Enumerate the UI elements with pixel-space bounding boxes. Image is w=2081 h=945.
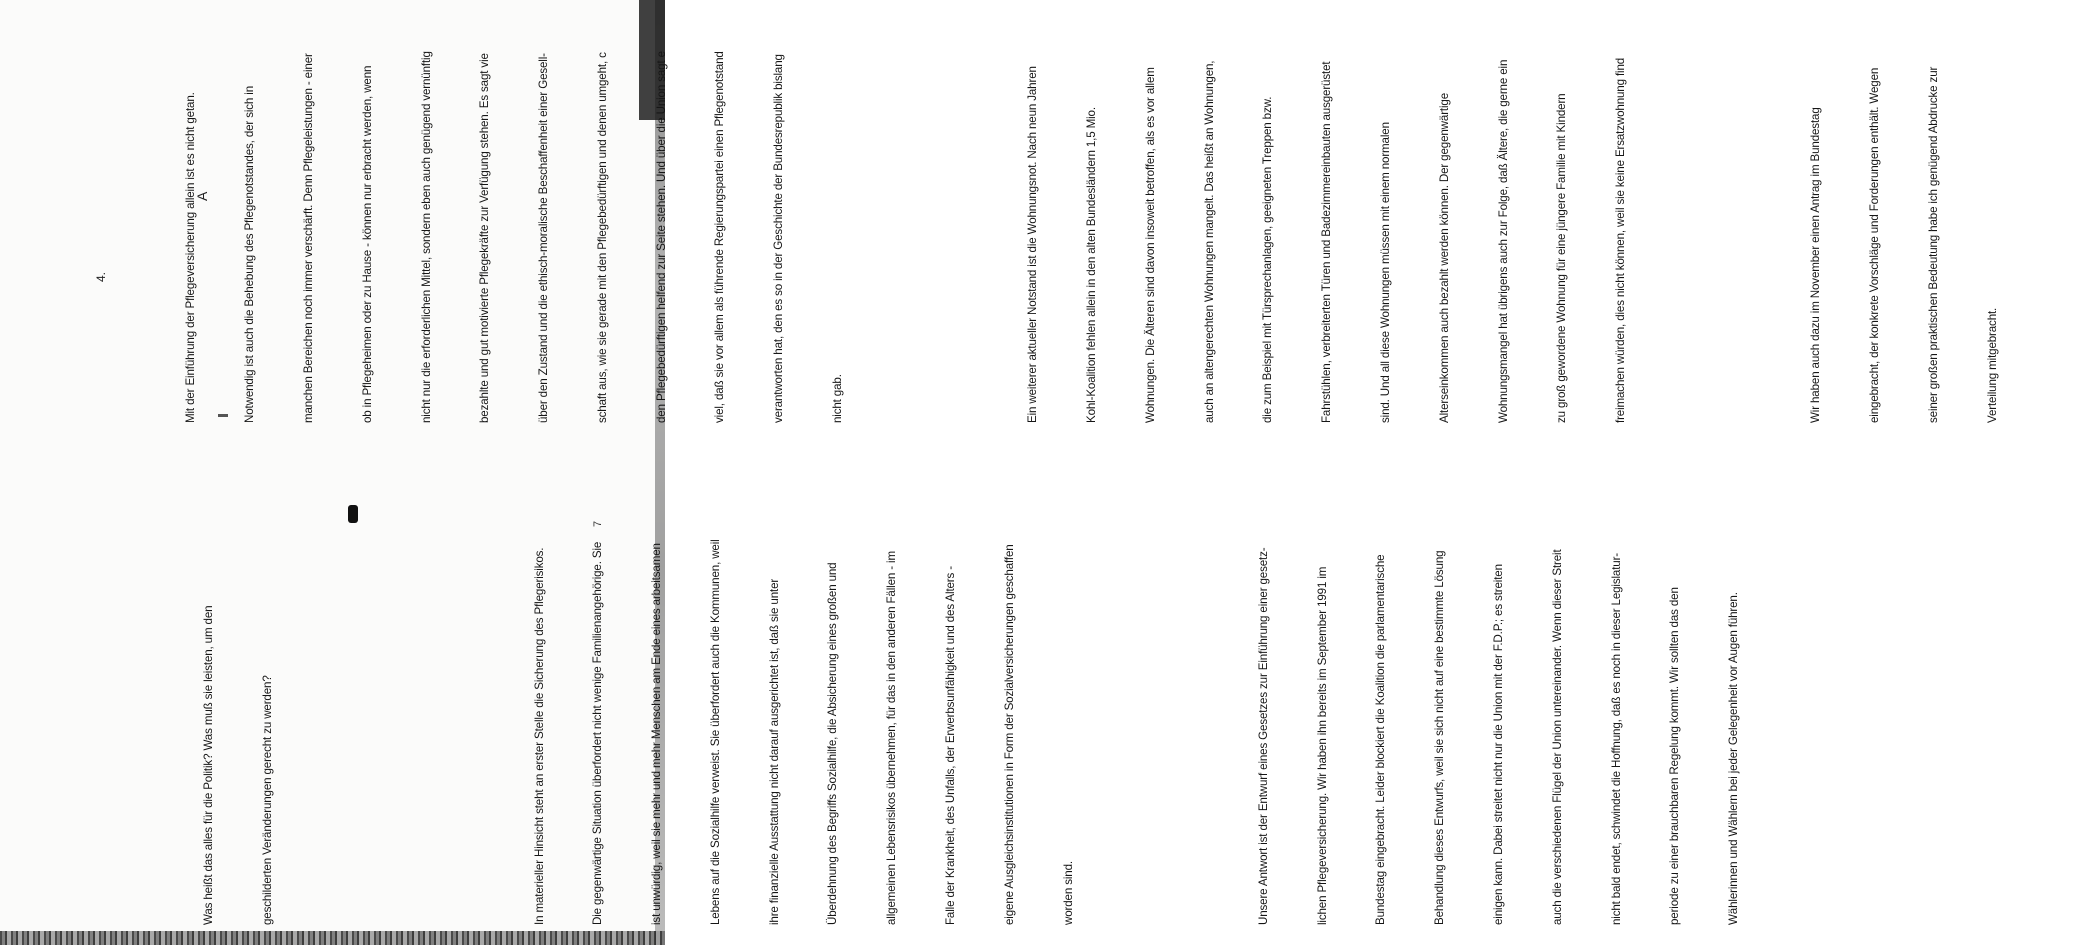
- text-line: nicht gab.: [830, 374, 844, 423]
- text-line: geschilderten Veränderungen gerecht zu werden?: [261, 675, 275, 925]
- text-line: ist unwürdig, weil sie mehr und mehr Menschen am Ende eines arbeitsamen: [650, 543, 664, 925]
- text-line: Lebens auf die Sozialhilfe verweist. Sie überfordert auch die Kommunen, weil: [708, 539, 722, 925]
- text-line: einigen kann. Dabei streitet nicht nur die Union mit der F.D.P.; es streiten: [1492, 564, 1505, 925]
- text-line: manchen Bereichen noch immer verschärft. Denn Pflegeleistungen - einer: [301, 53, 315, 423]
- text-line: eigene Ausgleichsinstitutionen in Form der Sozialversicherungen geschaffen: [1002, 544, 1016, 925]
- text-line: bezahlte und gut motivierte Pflegekräfte zur Verfügung stehen. Es sagt vie: [478, 53, 492, 423]
- text-line: sind. Und all diese Wohnungen müssen mit einem normalen: [1379, 122, 1392, 423]
- text-line: Falle der Krankheit, des Unfalls, der Erwerbsunfähigkeit und des Alters -: [943, 566, 957, 925]
- text-line: zu groß gewordene Wohnung für eine jüngere Familie mit Kindern: [1555, 93, 1569, 423]
- text-line: Verteilung mitgebracht.: [1985, 307, 1999, 423]
- text-line: Fahrstühlen, verbreiterten Türen und Badezimmereinbauten ausgerüstet: [1320, 61, 1334, 423]
- page-number: 4.: [94, 271, 108, 282]
- text-line: Notwendig ist auch die Behebung des Pflegenotstandes, der sich in: [243, 85, 257, 423]
- text-line: über den Zustand und die ethisch-moralische Beschaffenheit einer Gesell-: [537, 53, 551, 423]
- text-line: freimachen würden, dies nicht können, weil sie keine Ersatzwohnung find: [1614, 57, 1628, 423]
- text-line: In materieller Hinsicht steht an erster Stelle die Sicherung des Pflegerisikos.: [532, 547, 546, 925]
- text-line: seiner großen praktischen Bedeutung habe ich genügend Abdrucke zur: [1927, 66, 1941, 423]
- paragraph-antrag-bundestag: [1767, 51, 2041, 423]
- text-line: Kohl-Koalition fehlen allein in den alten Bundesländern 1,5 Mio.: [1085, 107, 1099, 423]
- text-line: Überdehnung des Begriffs Sozialhilfe, die Absicherung eines großen und: [826, 562, 840, 925]
- text-line: die zum Beispiel mit Türsprechanlagen, geeigneten Treppen bzw.: [1261, 96, 1275, 423]
- text-line: Wohnungsmangel hat übrigens auch zur Folge, daß Ältere, die gerne ein: [1496, 59, 1510, 423]
- text-line: allgemeinen Lebensrisikos übernehmen, für das in den anderen Fällen - im: [885, 551, 899, 925]
- text-line: eingebracht, der konkrete Vorschläge und Forderungen enthält. Wegen: [1868, 67, 1882, 423]
- text-line: lichen Pflegeversicherung. Wir haben ihn bereits im September 1991 im: [1315, 566, 1329, 925]
- question-paragraph: [160, 539, 317, 925]
- text-line: Wählerinnen und Wählern bei jeder Gelegenheit vor Augen führen.: [1727, 592, 1741, 925]
- text-line: ihre finanzielle Ausstattung nicht darauf ausgerichtet ist, daß sie unter: [767, 578, 781, 925]
- text-line: schaft aus, wie sie gerade mit den Pflegebedürftigen und denen umgeht, c: [595, 52, 609, 423]
- text-line: Was heißt das alles für die Politik? Was muß sie leisten, um den: [202, 605, 216, 925]
- text-line: Die gegenwärtige Situation überfordert nicht wenige Familienangehörige. Sie: [591, 541, 605, 925]
- text-line: auch an altengerechten Wohnungen mangelt. Das heißt an Wohnungen,: [1202, 60, 1216, 423]
- text-line: nicht bald endet, schwindet die Hoffnung, daß es noch in dieser Legislatur-: [1609, 552, 1623, 925]
- text-line: den Pflegebedürftigen helfend zur Seite stehen. Und über die Union sagt e: [654, 51, 668, 423]
- right-column: [103, 51, 2081, 423]
- text-line: Ein weiterer aktueller Notstand ist die Wohnungsnot. Nach neun Jahren: [1026, 66, 1040, 423]
- text-line: verantworten hat, den es so in der Geschichte der Bundesrepublik bislang: [772, 54, 786, 423]
- text-line: auch die verschiedenen Flügel der Union untereinander. Wenn dieser Streit: [1550, 549, 1564, 925]
- paragraph-wohnungsnot: [984, 51, 1670, 423]
- tick-mark: 7: [592, 520, 604, 527]
- text-line: worden sind.: [1061, 861, 1075, 925]
- section-marker: A: [194, 191, 210, 201]
- text-line: periode zu einer brauchbaren Regelung kommt. Wir sollten das den: [1668, 587, 1682, 925]
- text-line: Bundestag eingebracht. Leider blockiert die Koalition die parlamentarische: [1374, 554, 1388, 925]
- paragraph-pflegeversicherung-entwurf: [1215, 539, 1783, 925]
- text-line: Mit der Einführung der Pflegeversicherung allein ist es nicht getan.: [184, 92, 198, 423]
- left-column: [121, 539, 1822, 925]
- text-line: Wir haben auch dazu im November einen Antrag im Bundestag: [1809, 107, 1823, 423]
- text-line: Alterseinkommen auch bezahlt werden können. Der gegenwärtige: [1437, 93, 1451, 423]
- paragraph-pflegerisiko: [490, 539, 1117, 925]
- text-line: Unsere Antwort ist der Entwurf eines Gesetzes zur Einführung einer gesetz-: [1256, 547, 1270, 925]
- text-line: Wohnungen. Die Älteren sind davon insoweit betroffen, als es vor allem: [1143, 67, 1157, 423]
- text-line: nicht nur die erforderlichen Mittel, sondern eben auch genügend vernünftig: [419, 51, 433, 423]
- text-line: Behandlung dieses Entwurfs, weil sie sich nicht auf eine bestimmte Lösung: [1433, 550, 1447, 925]
- text-line: ob in Pflegeheimen oder zu Hause - können nur erbracht werden, wenn: [360, 65, 374, 423]
- paragraph-pflegenotstand: [142, 51, 887, 423]
- text-line: viel, daß sie vor allem als führende Regierungspartei einen Pflegenotstand: [713, 51, 727, 423]
